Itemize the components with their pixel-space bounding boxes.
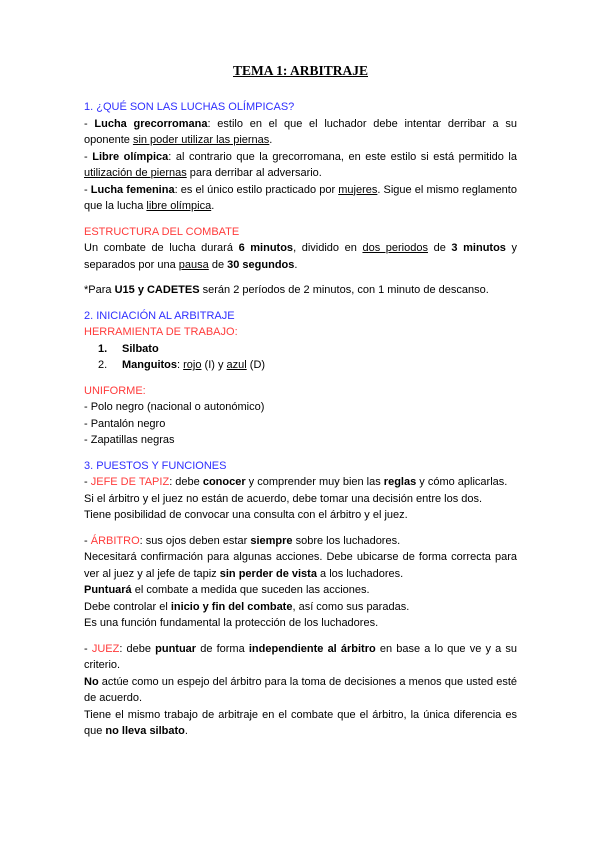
text-run: 2. INICIACIÓN AL ARBITRAJE [84, 309, 235, 322]
document-title [84, 62, 517, 79]
text-run: en base a lo que ve y a su criterio. [84, 642, 521, 671]
text-run: serán 2 períodos de 2 minutos, con 1 minuto de descanso. [199, 284, 489, 296]
text-run: , dividido en [293, 242, 363, 254]
text-run: (D) [246, 359, 266, 371]
text-run: sobre los luchadores. [292, 534, 401, 547]
paragraph [84, 641, 521, 674]
paragraph [84, 282, 517, 299]
text-run: HERRAMIENTA DE TRABAJO: [84, 326, 238, 338]
text-run: . [269, 134, 273, 146]
text-run: . [294, 258, 298, 271]
paragraph [84, 491, 517, 508]
text-run: Libre olímpica [92, 150, 169, 163]
text-run: de [427, 242, 452, 254]
text-run: No [84, 675, 99, 688]
text-run: . [211, 200, 215, 212]
paragraph [84, 615, 517, 632]
text-run: Necesitará confirmación para algunas acciones. Debe ubicarse de forma correcta para ver al juez y al jefe de tapiz [84, 551, 521, 580]
text-run: TEMA 1: ARBITRAJE [232, 63, 369, 78]
text-run: no lleva silbato [105, 725, 185, 737]
text-run: reglas [383, 476, 417, 488]
text-run: mujeres [338, 183, 378, 196]
text-run: , así como sus paradas. [292, 600, 410, 613]
text-run: puntuar [155, 642, 197, 655]
text-run: Tiene posibilidad de convocar una consulta con el árbitro y el juez. [84, 509, 408, 521]
list-item [98, 341, 517, 358]
text-run: : debe [119, 642, 156, 655]
text-run: ESTRUCTURA DEL COMBATE [84, 225, 240, 238]
text-run: el combate a medida que suceden las acciones. [131, 584, 370, 596]
paragraph [84, 240, 521, 273]
text-run: UNIFORME: [84, 384, 146, 397]
paragraph [84, 474, 517, 491]
text-run: - [84, 117, 95, 130]
text-run: azul [226, 359, 247, 371]
text-run: (I) y [201, 359, 227, 371]
subheading-herramienta [84, 324, 517, 341]
text-run: independiente al árbitro [248, 642, 376, 655]
text-run: 30 segundos [227, 258, 295, 271]
text-run: Debe controlar el [84, 600, 171, 613]
paragraph [84, 674, 521, 707]
subheading-uniforme [84, 383, 517, 400]
text-run: - Polo negro (nacional o autonómico) [84, 401, 265, 413]
text-run: y cómo aplicarlas. [416, 476, 508, 488]
text-run: 3. PUESTOS Y FUNCIONES [84, 459, 227, 472]
text-run: de [208, 258, 228, 271]
text-run: - Pantalón negro [84, 417, 166, 430]
text-run: : debe [169, 476, 203, 488]
section-heading-2 [84, 308, 517, 325]
list-number: 2. [98, 359, 108, 371]
text-run: : [177, 359, 184, 371]
text-run: y comprender muy bien las [245, 476, 384, 488]
text-run: Silbato [122, 342, 159, 355]
text-run: dos periodos [362, 242, 428, 254]
text-run: . Sigue el mismo reglamento que la lucha [84, 183, 521, 212]
text-run: Lucha femenina [90, 183, 175, 196]
text-run: de forma [196, 642, 249, 655]
text-run: JEFE DE TAPIZ [90, 476, 170, 488]
text-run: - [84, 476, 91, 488]
text-run: *Para [84, 284, 115, 296]
paragraph [84, 707, 521, 740]
text-run: y separados por una [84, 242, 521, 271]
text-run: para derribar al adversario. [186, 167, 322, 179]
paragraph [84, 432, 517, 449]
text-run: - Zapatillas negras [84, 434, 175, 446]
document-content [84, 62, 521, 740]
text-run: : es el único estilo practicado por [174, 183, 339, 196]
paragraph [84, 507, 517, 524]
list-number: 1. [98, 342, 108, 355]
text-run: rojo [183, 359, 202, 371]
text-run: sin poder utilizar las piernas [132, 134, 270, 146]
text-run: - [84, 150, 93, 163]
text-run: : al contrario que la grecorromana, en este estilo si está permitido la [168, 150, 521, 163]
text-run: inicio y fin del combate [170, 600, 293, 613]
paragraph [84, 549, 521, 582]
paragraph [84, 416, 517, 433]
text-run: ÁRBITRO [90, 534, 140, 547]
text-run: utilización de piernas [84, 167, 187, 179]
paragraph [84, 599, 517, 616]
section-heading-1 [84, 99, 517, 116]
paragraph [84, 399, 517, 416]
text-run: 3 minutos [451, 242, 506, 254]
paragraph [84, 582, 517, 599]
text-run: Es una función fundamental la protección de los luchadores. [84, 617, 379, 629]
paragraph [84, 182, 521, 215]
text-run: - [84, 642, 92, 655]
text-run: - [84, 183, 91, 196]
text-run: Tiene el mismo trabajo de arbitraje en el combate que el árbitro, la única diferencia es que [84, 708, 521, 737]
paragraph [84, 116, 521, 149]
text-run: : estilo en el que el luchador debe intentar derribar a su oponente [84, 117, 521, 146]
text-run: Si el árbitro y el juez no están de acuerdo, debe tomar una decisión entre los dos. [84, 492, 483, 505]
text-run: Lucha grecorromana [94, 117, 208, 130]
text-run: actúe como un espejo del árbitro para la toma de decisiones a menos que usted esté de acuerdo. [84, 675, 521, 704]
text-run: siempre [250, 534, 293, 547]
text-run: : sus ojos deben estar [139, 534, 251, 547]
text-run: 6 minutos [238, 242, 294, 254]
text-run: 1. ¿QUÉ SON LAS LUCHAS OLÍMPICAS? [84, 101, 295, 113]
text-run: Un combate de lucha durará [84, 242, 239, 254]
text-run: pausa [178, 258, 209, 271]
text-run: JUEZ [91, 642, 120, 655]
text-run: Manguitos [122, 359, 177, 371]
text-run: - [84, 534, 91, 547]
paragraph [84, 533, 517, 550]
section-heading-estructura [84, 224, 517, 241]
section-heading-3 [84, 458, 517, 475]
list-item [98, 357, 517, 374]
text-run: conocer [202, 476, 246, 488]
text-run: . [184, 725, 188, 737]
text-run: Puntuará [84, 584, 132, 596]
text-run: U15 y CADETES [114, 284, 200, 296]
text-run: libre olímpica [146, 200, 212, 212]
text-run: sin perder de vista [219, 567, 317, 580]
paragraph [84, 149, 521, 182]
text-run: a los luchadores. [316, 567, 404, 580]
